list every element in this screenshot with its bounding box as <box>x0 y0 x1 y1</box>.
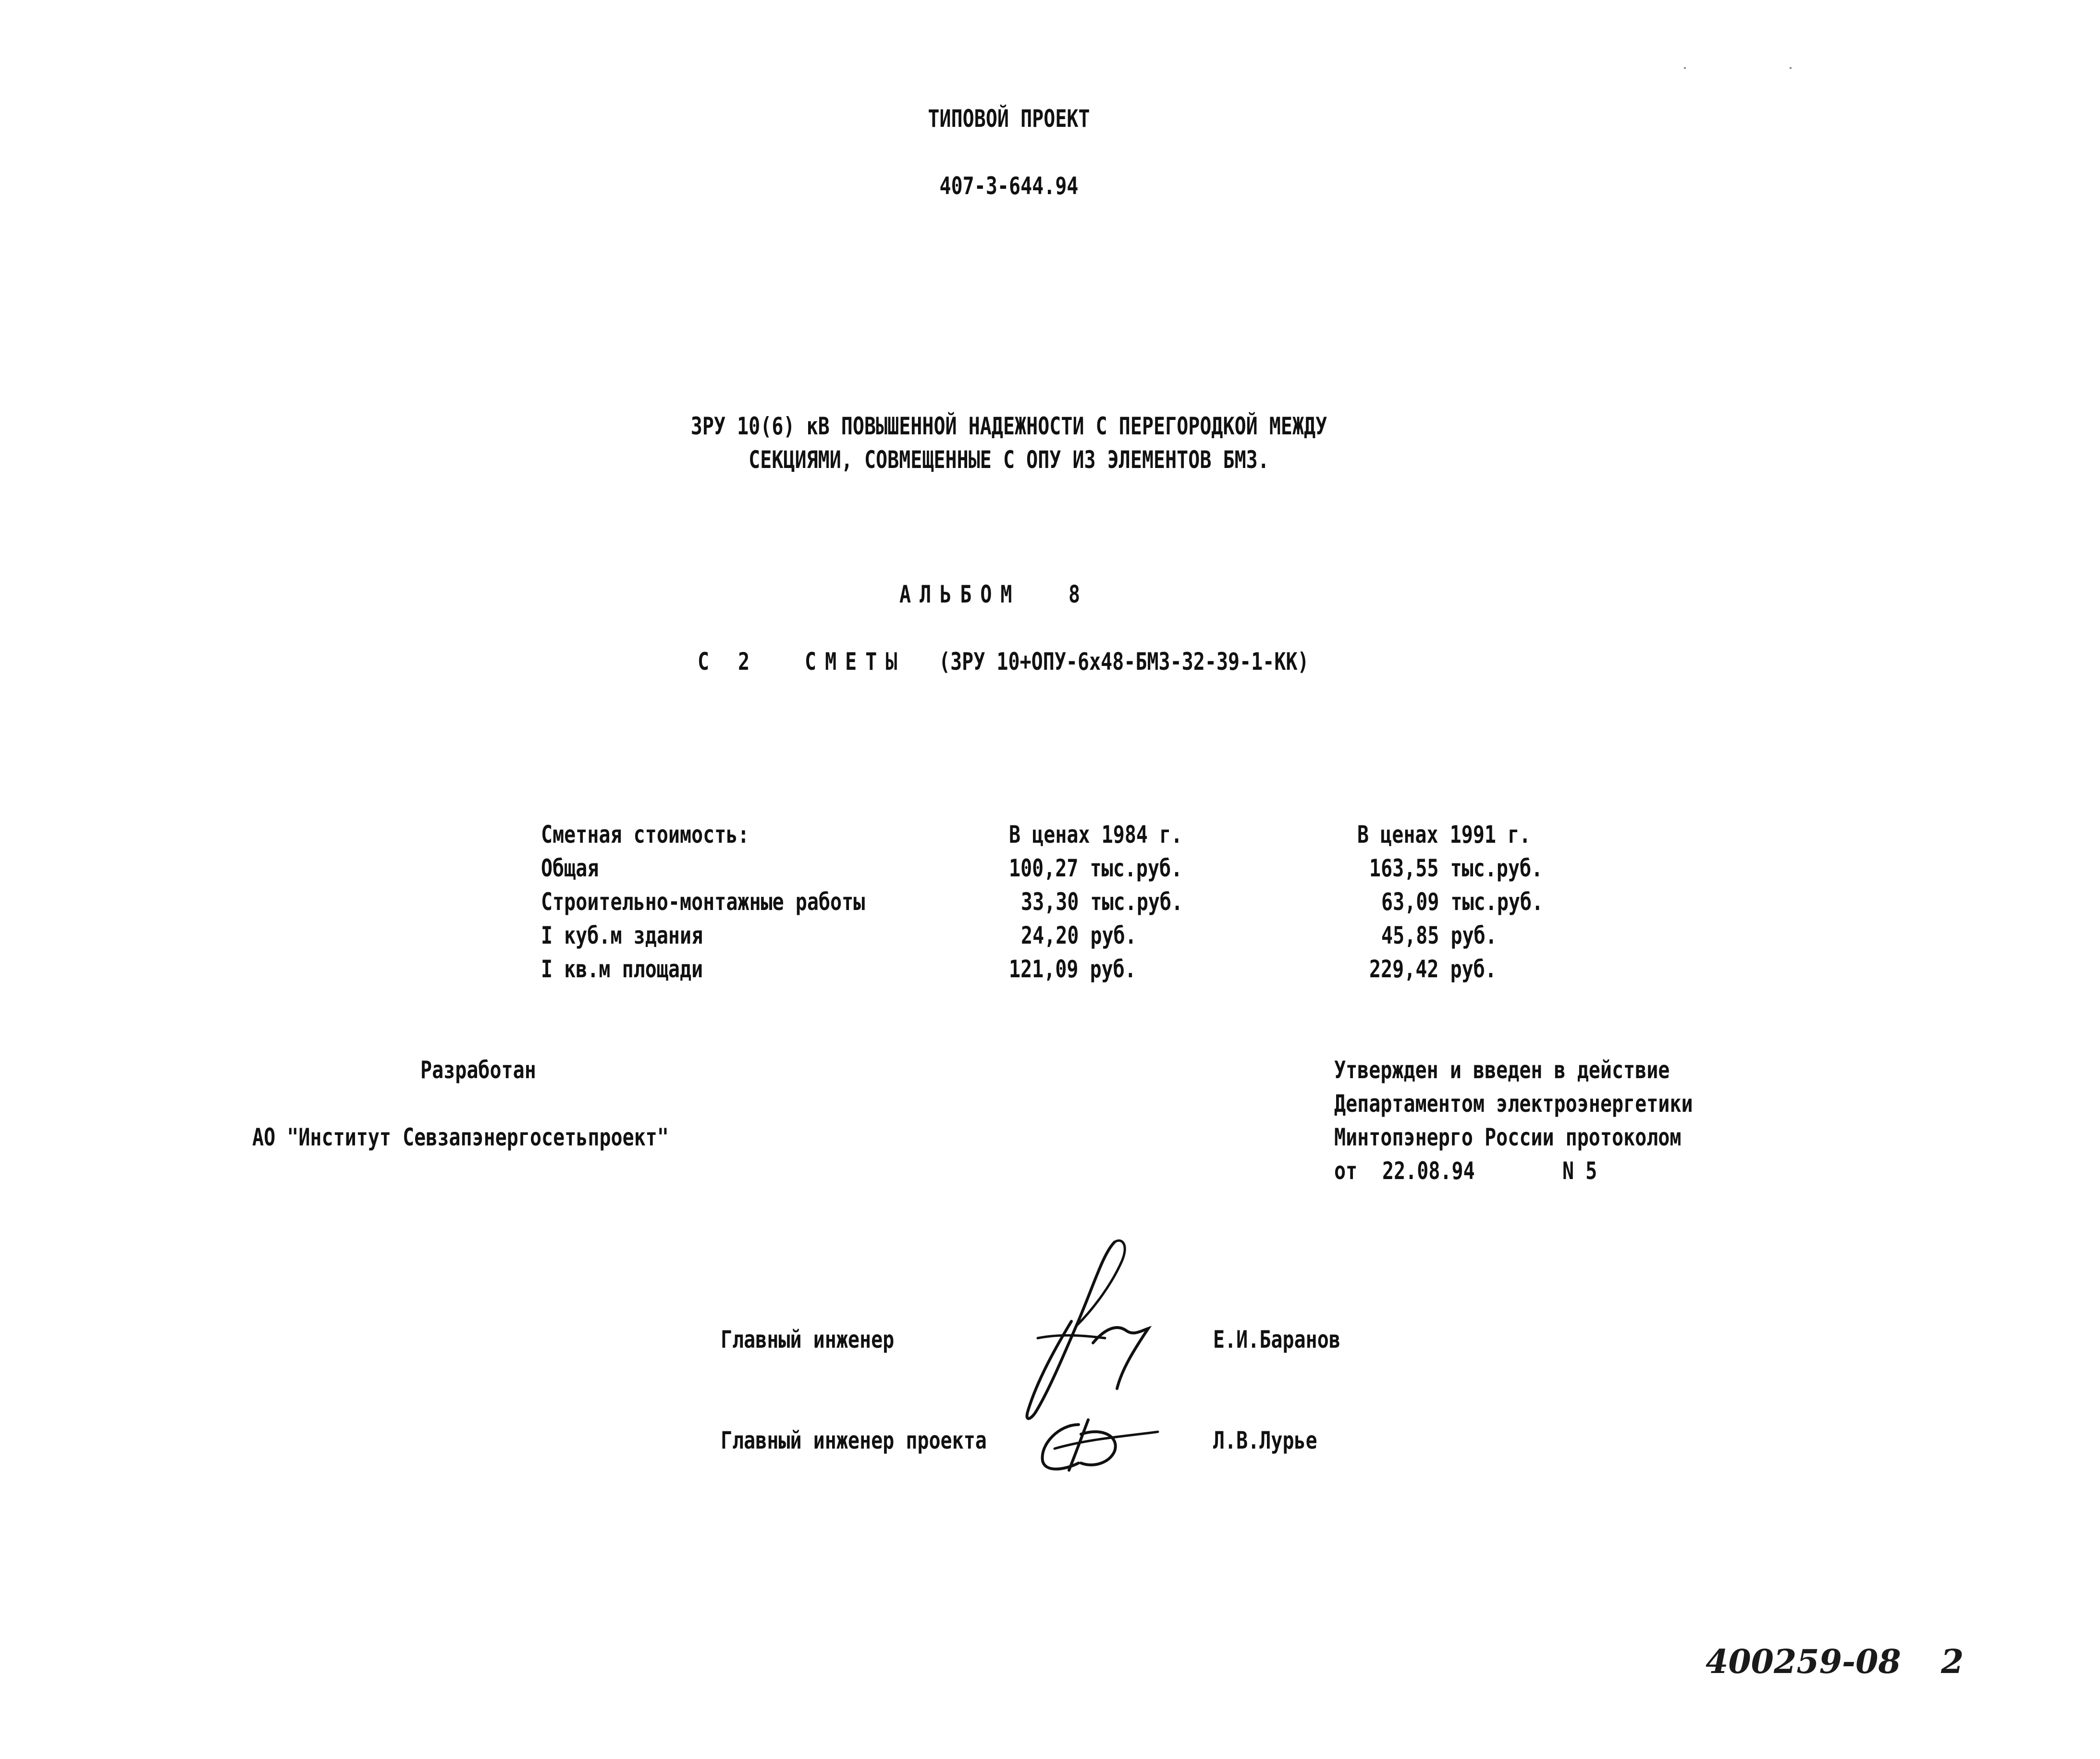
project-type-heading: ТИПОВОЙ ПРОЕКТ <box>928 105 1090 133</box>
cost-row-1991: 63,09 тыс.руб. <box>1381 888 1544 916</box>
chief-engineer-name: Е.И.Баранов <box>1213 1326 1340 1353</box>
approval-line-3: Минтопэнерго России протоколом <box>1334 1123 1682 1151</box>
chief-project-engineer-role: Главный инженер проекта <box>721 1427 987 1454</box>
project-title-line-2: СЕКЦИЯМИ, СОВМЕЩЕННЫЕ С ОПУ ИЗ ЭЛЕМЕНТОВ БМЗ. <box>749 446 1269 474</box>
developer-label: Разработан <box>420 1056 536 1084</box>
cost-header-1991: В ценах 1991 г. <box>1357 821 1531 849</box>
chief-project-engineer-signature <box>1035 1415 1165 1477</box>
cost-row-1991: 163,55 тыс.руб. <box>1369 854 1543 882</box>
developer-org: АО "Институт Севзапэнергосетьпроект" <box>252 1123 669 1151</box>
chief-engineer-role: Главный инженер <box>721 1326 895 1353</box>
section-name: СМЕТЫ <box>805 648 906 676</box>
cost-row-label: Строительно-монтажные работы <box>541 888 865 916</box>
approval-line-2: Департаментом электроэнергетики <box>1334 1090 1693 1118</box>
cost-row-1991: 229,42 руб. <box>1369 955 1497 983</box>
cost-row-1984: 24,20 руб. <box>1021 922 1137 949</box>
section-spec: (ЗРУ 10+ОПУ-6х48-БМЗ-32-39-1-КК) <box>939 648 1309 676</box>
cost-row-label: Общая <box>541 854 599 882</box>
cost-row-label: I куб.м здания <box>541 922 703 949</box>
album-label: АЛЬБОМ <box>899 580 1021 608</box>
approval-line-1: Утвержден и введен в действие <box>1334 1056 1670 1084</box>
cost-header-label: Сметная стоимость: <box>541 821 749 849</box>
approval-date-prefix: от <box>1334 1157 1358 1185</box>
project-number: 407-3-644.94 <box>939 172 1079 200</box>
cost-row-label: I кв.м площади <box>541 955 703 983</box>
approval-number: N 5 <box>1562 1157 1597 1185</box>
chief-engineer-signature <box>990 1235 1163 1427</box>
scan-speck <box>1684 67 1686 69</box>
cost-header-1984: В ценах 1984 г. <box>1009 821 1183 849</box>
chief-project-engineer-name: Л.В.Лурье <box>1213 1427 1317 1454</box>
cost-row-1984: 100,27 тыс.руб. <box>1009 854 1183 882</box>
cost-row-1991: 45,85 руб. <box>1381 922 1497 949</box>
sheet-number: 2 <box>1941 1643 1964 1681</box>
album-number: 8 <box>1068 580 1081 608</box>
cost-row-1984: 33,30 тыс.руб. <box>1021 888 1183 916</box>
approval-date: 22.08.94 <box>1382 1157 1475 1185</box>
project-title-line-1: ЗРУ 10(6) кВ ПОВЫШЕННОЙ НАДЕЖНОСТИ С ПЕРЕГОРОДКОЙ МЕЖДУ <box>690 412 1327 440</box>
scan-speck <box>1790 67 1792 69</box>
section-code: С 2 <box>698 648 759 676</box>
cost-row-1984: 121,09 руб. <box>1009 955 1136 983</box>
inventory-number: 400259-08 <box>1706 1643 1901 1681</box>
